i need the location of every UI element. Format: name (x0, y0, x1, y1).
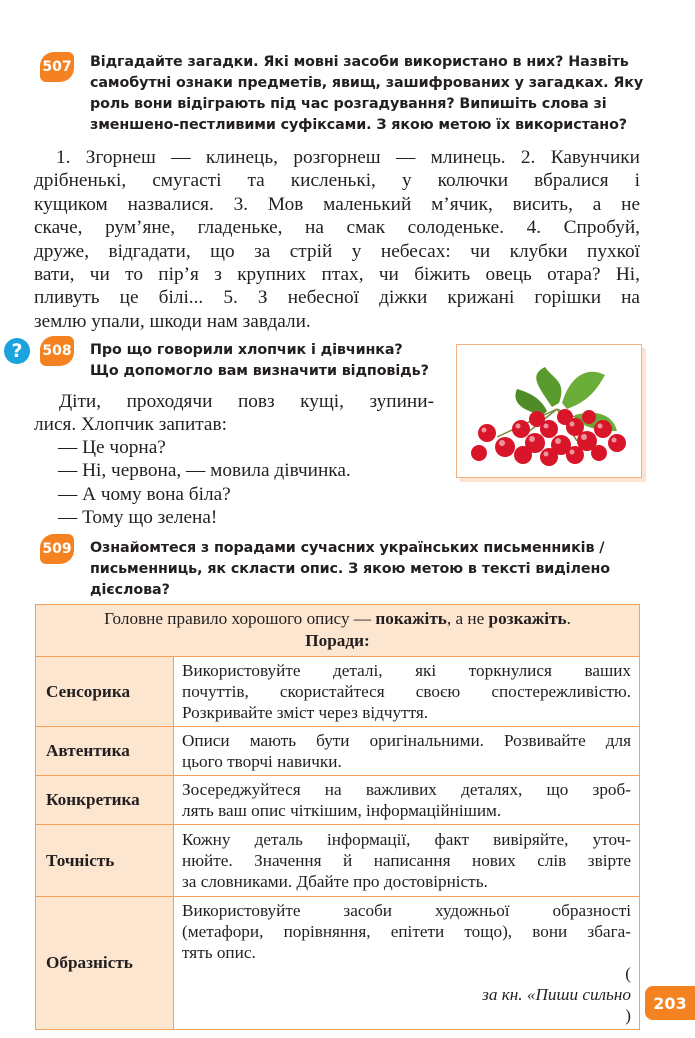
riddle-line: скаче, рум’яне, гладеньке, на смак солоденьке. 4. Спробуй, (34, 217, 640, 239)
row-label: Конкретика (36, 776, 174, 825)
red-currant-photo (456, 344, 642, 478)
task-line: письменниць, як скласти опис. З якою метою в тексті виділено (90, 561, 610, 577)
task-line: зменшено-пестливими суфіксами. З якою метою їх використано? (90, 117, 627, 133)
row-label: Образність (36, 897, 174, 1030)
table-row (36, 897, 640, 1030)
task-line: Що допомогло вам визначити відповідь? (90, 363, 429, 379)
dialogue-line: — Це чорна? (58, 437, 166, 458)
task-line: самобутні ознаки предметів, явищ, зашифрованих у загадках. Яку (90, 75, 644, 91)
riddle-line: дрібненькі, смугасті та кисленькі, у колючки вбралися і (34, 170, 640, 192)
table-row (36, 825, 640, 897)
dialogue-intro (34, 390, 434, 437)
text-line: Діти, проходячи повз кущі, зупини- (59, 391, 434, 412)
dialogue-line: — Ні, червона, — мовила дівчинка. (58, 460, 351, 482)
riddles-text (34, 146, 640, 333)
task-line: Ознайомтеся з порадами сучасних українських письменників / (90, 540, 605, 556)
red-currant-illustration (457, 345, 641, 477)
exercise-509-task (90, 538, 610, 601)
exercise-509-badge: 509 (40, 534, 74, 564)
exercise-507-badge: 507 (40, 52, 74, 82)
exercise-508-task (90, 340, 429, 382)
dialogue (58, 436, 351, 530)
row-content: Описи мають бути оригінальними. Розвивайте для цього творчі навички. (174, 727, 640, 776)
task-line: Відгадайте загадки. Які мовні засоби використано в них? Назвіть (90, 54, 629, 70)
task-line: дієслова? (90, 582, 170, 598)
text-line: лися. Хлопчик запитав: (34, 414, 227, 436)
task-line: роль вони відіграють під час розгадування? Випишіть слова зі (90, 96, 607, 112)
riddle-line: 1. Згорнеш — клинець, розгорнеш — млинець. 2. Кавунчики (56, 147, 640, 168)
row-content: Зосереджуйтеся на важливих деталях, що зроб- лять ваш опис чіткішим, інформаційнішим. (174, 776, 640, 825)
row-label: Сенсорика (36, 657, 174, 727)
row-content: Використовуйте засоби художньої образності (метафори, порівняння, епітети тощо), вони збага- тять опис. ( за кн. «Пиши сильно ) (174, 897, 640, 1030)
page-number: 203 (645, 986, 695, 1020)
row-content: Використовуйте деталі, які торкнулися ваших почуттів, скористайтеся своєю спостережливістю. Розкривайте зміст через відчуття. (174, 657, 640, 727)
exercise-508-badge: 508 (40, 336, 74, 366)
source-citation: ( за кн. «Пиши сильно ) (482, 964, 631, 1025)
writing-tips-table (35, 604, 640, 1030)
table-row (36, 657, 640, 727)
riddle-line: пливуть це білі... 5. З небесної діжки крижані горішки на (34, 287, 640, 309)
riddle-line: землю упали, шкоди нам завдали. (34, 310, 311, 332)
dialogue-line: — А чому вона біла? (58, 483, 231, 505)
row-label: Точність (36, 825, 174, 897)
table-subheader: Поради: (305, 631, 370, 650)
riddle-line: вати, чи то пір’я з крупних птах, чи біжить овець отара? Ні, (34, 264, 640, 286)
row-content: Кожну деталь інформації, факт вивіряйте, уточ- нюйте. Значення й написання нових слів звірте за словниками. Дбайте про достовірність. (174, 825, 640, 897)
dialogue-line: — Тому що зелена! (58, 507, 218, 529)
exercise-507-task (90, 52, 643, 136)
question-mark-icon: ? (4, 338, 30, 364)
table-row (36, 776, 640, 825)
table-row (36, 727, 640, 776)
row-label: Автентика (36, 727, 174, 776)
riddle-line: кущиком назвалися. 3. Мов маленький м’ячик, висить, а не (34, 193, 640, 215)
task-line: Про що говорили хлопчик і дівчинка? (90, 342, 403, 358)
table-header: Головне правило хорошого опису — покажіть, а не розкажіть. Поради: (36, 605, 640, 657)
riddle-line: друже, відгадати, що за стрій у небесах: чи клубки пухкої (34, 240, 640, 262)
